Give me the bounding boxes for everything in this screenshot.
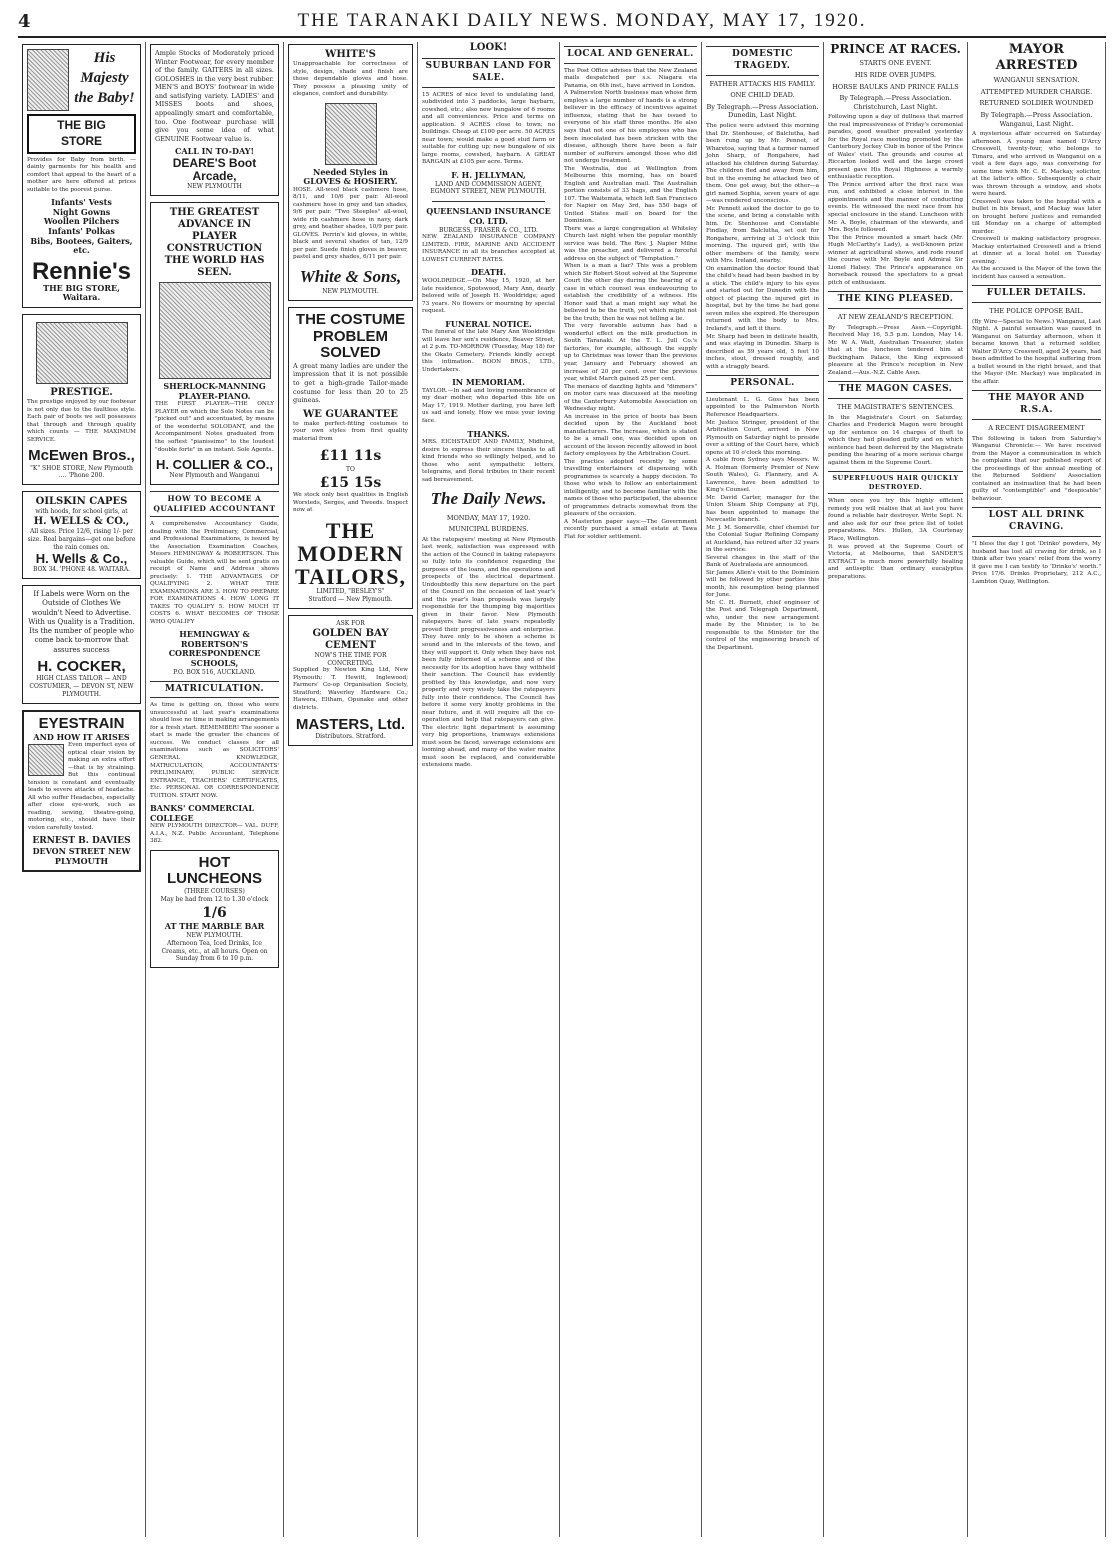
magon-text: In the Magistrate's Court on Saturday, Charles and Frederick Magon were brought up for sentence on 14 charges of theft to which they had pleaded guilty and on which sentence had been deferred by the Magistrate pending the hearing of a more serious charge against them in the Supreme Court. xyxy=(828,414,965,466)
eyestrain-sub: AND HOW IT ARISES xyxy=(33,731,130,742)
king-text: By Telegraph.—Press Assn.—Copyright. Received May 16, 5.5 p.m. London, May 14. Mr. W. A. Watt, Australian Treasurer, states that at the luncheon tendered him at Buckingham Palace, the King expressed pleasure at the Prince's reception in New Zealand.—Aus.-N.Z. Cable Assn. xyxy=(828,324,965,376)
white-ad xyxy=(288,44,413,301)
deare-ad xyxy=(150,44,279,196)
luncheon-ad xyxy=(150,850,279,969)
jellyman-addr: LAND AND COMMISSION AGENT, EGMONT STREET, NEW PLYMOUTH. xyxy=(430,180,547,196)
column-4 xyxy=(418,42,560,1537)
column-1 xyxy=(18,42,146,1537)
memoriam-text: TAYLOR.—In sad and loving remembrance of my dear mother, who departed this life on May 17, 1919. Mother darling, you have left us sad and lonely, How we miss your loving face. xyxy=(422,387,557,424)
cement-text: Supplied by Newton King Ltd, New Plymouth; T. Hewitt, Inglewood; Farmers' Co-op Organisation Society, Stratford; Waverley Hardware Co.; Hawera, Eltham, Opunake and other districts. xyxy=(293,667,410,711)
daily-news-masthead: The Daily News. xyxy=(430,489,547,509)
cement-ad xyxy=(288,615,413,746)
big-store-logo: THE BIG STORE xyxy=(27,114,136,154)
masters-name: MASTERS, Ltd. xyxy=(295,715,406,733)
price-upper: £15 15s xyxy=(319,474,382,491)
mayor-sub2: ATTEMPTED MURDER CHARGE. xyxy=(980,87,1093,96)
price-to: TO xyxy=(346,465,355,473)
cement-sub: NOW'S THE TIME FOR CONCRETING. xyxy=(314,651,387,667)
masters-sub: Distributors. Stratford. xyxy=(315,733,386,740)
luncheon-price: 1/6 xyxy=(202,904,227,921)
queensland-insurance: QUEENSLAND INSURANCE CO. LTD. xyxy=(426,206,551,226)
personal-head: PERSONAL. xyxy=(706,375,819,393)
modern-tailors-ad xyxy=(288,307,413,608)
white-sub: Needed Styles in GLOVES & HOSIERY. xyxy=(303,166,398,187)
matric-text: As time is getting on, those who were unsuccessful at last year's examinations should lose no time in making arrangements for a fresh start. REMEMBER! The sooner a start is made the greater the chances of success. We conduct classes for all examinations such as SOLICITORS' GENERAL KNOWLEDGE, MATRICULATION, ACCOUNTANTS' PRELIMINARY, PUBLIC SERVICE ENTRANCE, TEACHERS' CERTIFICATES, Etc. PERSONAL OR CORRESPONDENCE TUITION. START NOW. xyxy=(150,702,281,799)
magon-head: THE MAGON CASES. xyxy=(828,381,963,399)
hair-head: SUPERFLUOUS HAIR QUICKLY DESTROYED. xyxy=(828,471,963,494)
column-8 xyxy=(968,42,1106,1537)
prince-byline: By Telegraph.—Press Association. Christchurch, Last Night. xyxy=(839,94,952,111)
tragedy-byline: By Telegraph.—Press Association. Dunedin, Last Night. xyxy=(706,102,819,120)
page-number: 4 xyxy=(18,10,31,32)
cocker-name: H. COCKER, xyxy=(37,657,126,675)
rennie-sub: THE BIG STORE, Waitara. xyxy=(43,282,120,303)
personal-text: Lieutenant L. G. Goss has been appointed to the Palmerston North Reference Headquarters. Mr. Justice Stringer, president of the Arbitration Court, arrived in New Plymouth on Saturday night to preside over a sitting of the Court here, which opens at 10 o'clock this morning. A cable from Sydney says Messrs. W. A. Holman (formerly Premier of New South Wales), G. Flannery, and A. Lawrence, have been admitted to King's Counsel. Mr. David Carter, manager for the Union Steam Ship Company at Fiji, has been appointed to manage the Newcastle branch. Mr. J. M. Somerville, chief chemist for the Colonial Sugar Refining Company at Auckland, has retired after 32 years in the service. Several changes in the staff of the Bank of Australasia are announced. Sir James Allen's visit to the Dominion will be followed by other parties this month, his resumption being planned for June. Mr. C. H. Burnett, chief engineer of the Post and Telegraph Department, who, under the new arrangement made by the Minister, is to be responsible to the Minister for the control of the engineering branch of the Department. xyxy=(706,396,819,651)
editorial-date: MONDAY, MAY 17, 1920. xyxy=(446,513,531,522)
land-text: 15 ACRES of nice level to undulating land, subdivided into 3 paddocks, large haybarn, cowshed, etc.; also new bungalow of 6 rooms and all conveniences. Price and terms on application. 9 ACRES close to town; no buildings. Cheap at £100 per acre. 50 ACRES near town; would make a good stud farm or suitable for cutting up; new bungalow of six large rooms, cowshed, haybarn. A GREAT BARGAIN at £105 per acre. Terms. xyxy=(422,91,557,166)
mcewen-name: McEwen Bros., xyxy=(28,447,135,465)
white-text: Unapproachable for correctness of style, design, shade and finish are those dependable gloves and hose. They possess a pleasing unity of elegance, comfort and durability. xyxy=(293,61,410,98)
tragedy-text: The police were advised this morning that Dr. Stenhouse, of Balclutha, had been rung up by Mr. Pennet, of Wharetoa, saying that a farmer named John Sharp, of Rongahere, had attacked his children during Saturday. The children fled and away from him, but in the evening he attacked two of them. One got away, but the other—a girl named Sophia, seven years of age—was rendered unconscious. Mr. Pennett asked the doctor to go to the scene, and bring a constable with him. Dr. Stenhouse and Constable Findlay, from Balclutha, set out for Rongahere, arriving at 3 o'clock this morning. The injured girl, with the other members of the family, were with Mrs. Ireland, nearby. On examination the doctor found that the child's head had been bashed in by a stick. The child's injury to his eyes and started out for Dunedin with the object of placing the injured girl in hospital, but by the time he had gone seven miles she expired. He thereupon returned with the body to Mrs. Ireland's, and left it there. Mr. Sharp had been in delicate health, and was staying in Dunedin. Sharp is described as 59 years old, 5 feet 10 inches, stout, dressed roughly, and with a straggly beard. xyxy=(706,123,819,370)
collier-title: THE GREATEST ADVANCE IN PLAYER CONSTRUCTION THE WORLD HAS SEEN. xyxy=(164,207,265,279)
wells-text: with hoods, for school girls, at xyxy=(35,508,128,516)
davies-name: ERNEST B. DAVIES xyxy=(32,836,131,847)
banks-college: BANKS' COMMERCIAL COLLEGE xyxy=(150,803,254,823)
rsa-sub: A RECENT DISAGREEMENT xyxy=(988,424,1085,433)
look-head: LOOK! xyxy=(469,42,508,53)
mcewen-tag: PRESTIGE. xyxy=(50,386,113,398)
mayor-sub1: WANGANUI SENSATION. xyxy=(993,76,1080,85)
collier-piano: SHERLOCK-MANNING PLAYER-PIANO. xyxy=(163,381,266,401)
deare-name: DEARE'S Boot Arcade, xyxy=(172,155,257,184)
luncheon-sub: (THREE COURSES) xyxy=(184,887,245,895)
mcewen-text: The prestige enjoyed by our footwear is not only due to the faultless style. Each pair of boots we sell possesses that through and through quality which counts — THE MAXIMUM SERVICE. xyxy=(27,398,138,443)
acct-title: HOW TO BECOME A QUALIFIED ACCOUNTANT xyxy=(150,491,279,517)
modern-tailors-name: THE MODERN TAILORS, xyxy=(295,517,406,589)
guarantee-text: to make perfect-fitting costumes to your own styles from first quality material from xyxy=(293,420,410,442)
jellyman-name: F. H. JELLYMAN, xyxy=(451,169,526,180)
rsa-head: THE MAYOR AND R.S.A. xyxy=(972,390,1101,420)
white-head: WHITE'S xyxy=(325,49,376,60)
item-3: Infants' Polkas xyxy=(48,226,115,237)
hair-text: When once you try this highly efficient remedy you will realise that at last you have found a reliable hair destroyer. Write Sept. N. and also ask for our free price list of toilet preparations. Mrs. Hullen, 3A Courtenay Place, Wellington. It was proved at the Supreme Court of Victoria, at Melbourne, that SANDER'S EXTRACT is much more powerfully healing and antiseptic than ordinary eucalyptus preparations. xyxy=(828,498,963,580)
baby-illustration xyxy=(27,49,69,111)
guarantee: WE GUARANTEE xyxy=(303,408,398,420)
eyestrain-ad xyxy=(22,710,141,872)
banks-director: NEW PLYMOUTH DIRECTOR— VAL. DUFF, A.I.A., N.Z. Public Accountant, Telephone 382. xyxy=(150,823,281,845)
mcewen-ad xyxy=(22,314,141,485)
baby-title: His Majesty the Baby! xyxy=(74,50,135,106)
mayor-head: MAYOR ARRESTED xyxy=(995,42,1078,73)
suburban-head: SUBURBAN LAND FOR SALE. xyxy=(422,58,555,88)
local-general-text: The Post Office advises that the New Zealand mails despatched per s.s. Niagara via Panama, on 6th inst., have arrived in London. A Palmerston North business man whose firm employs a large number of hands is a strong believer in the efficacy of incentives against influenza, stating that he has issued to everyone of his staff three months. He also says that not one of his employees who has been inoculated has been stricken with the disease, although there have been a fair number of sufferers amongst those who did not undergo treatment. The Westralia, due at Wellington from Melbourne this morning, has on board English and Australian mail. The Australian portion consists of 33 bags, and the English 107. The Waitemata, which left San Francisco for Napier on May 3rd, has 550 bags of United States mail on board for the Dominion. There was a large congregation at Whiteley Church last night when the popular monthly service was held. The Rev. J. Napier Milne was the preacher, and delivered a forceful address on the subject of "Temptation." When is a man a liar? This was a problem which Sir Robert Stout solved at the Supreme Court the other day during the hearing of a case in which counsel was endeavouring to establish the credibility of a witness. His Honor said that a man might say what he believed to be the truth, yet which might not be the truth; then he was not telling a lie. The very favorable autumn has had a wonderful effect on the milk production in South Taranaki. At the T. L. Jull Co.'s factories, for example, although the supply up to Christmas was lower than the previous year, January and February showed an increase of 20 per cent. over the previous year, whilst March gained 25 per cent. The menace of dazzling lights and "dimmers" on motor cars was discussed at the meeting of the Canterbury Automobile Association on Wednesday night. An increase in the price of boots has been decided upon by the Auckland boot manufacturers. The increase, which is stated to be a small one, was decided upon on account of the lesson recently allowed in boot factory employees by the Arbitration Court. The practice adopted recently by some travelling entertainers of dispensing with programmes is scarcely a happy decision. To those who wish to follow an entertainment intelligently, and to become familiar with the names of those who participated, the absence of programmes detracts somewhat from the pleasure of the occasion. A Masterton paper says:—The Government recently purchased a small estate at Tawa Flat for soldier settlement. xyxy=(564,67,697,540)
piano-illustration xyxy=(159,282,271,379)
rennie-logo: Rennie's xyxy=(31,257,132,285)
wells-big: H. Wells & Co., xyxy=(35,551,128,567)
deare-addr: NEW PLYMOUTH xyxy=(187,183,242,191)
editorial-text: At the ratepayers' meeting at New Plymouth last week, satisfaction was expressed with the action of the Council in taking ratepayers so fully into its confidence regarding the purposes of the loans, and the operations and prospects of the electrical department. Undoubtedly this new departure on the part of the Council on the occasion of last year's and this year's loan proposals was largely responsible for the thumping big majorities given in their favor. New Plymouth ratepayers have of late years repeatedly proved their progressiveness and enterprise. They have only to be shown a scheme is sound and in the interests of the town, and they will support it. Only when they have not been fully informed of a scheme and of the necessity for its adoption have they withheld their sanction. The Council has evidently profited by this knowledge, and now very properly and very wisely take the ratepayers fully into their confidence. The Council has before it some very knotty problems in the near future, and it will require all the co-operation and help that ratepayers can give. The electric light department is assuming very big proportions, tramways extensions must soon be faced, sewerage extensions are looming ahead, and many of the water mains must soon be replaced, and considerable extensions made. xyxy=(422,536,557,769)
item-0: Infants' Vests xyxy=(51,197,112,208)
tragedy-sub2: ONE CHILD DEAD. xyxy=(730,91,795,100)
price-from: £11 11s xyxy=(319,448,382,465)
king-sub: AT NEW ZEALAND'S RECEPTION. xyxy=(837,313,954,322)
king-head: THE KING PLEASED. xyxy=(828,291,963,309)
divider xyxy=(432,201,545,202)
fuller-text: (By Wire—Special to News.) Wanganui, Last Night. A painful sensation was caused in Wanganui on Saturday afternoon, when it became known that a returned soldier, Walter D'Arcy Cresswell, aged 24 years, had been admitted to the hospital suffering from a bullet wound in the right breast, and that the Mayor (Mr. Mackay) was implicated in the affair. xyxy=(972,318,1103,385)
editorial-head: MUNICIPAL BURDENS. xyxy=(448,525,529,534)
memoriam-head: IN MEMORIAM. xyxy=(452,377,525,388)
eye-illustration xyxy=(28,744,64,776)
modern-addr: Stratford — New Plymouth. xyxy=(308,595,393,603)
deare-call: CALL IN TO-DAY! xyxy=(175,146,254,157)
prince-text: Following upon a day of dullness that marred the real impressiveness of Friday's ceremonial parades, good weather prevailed yesterday for the Royal race meeting promoted by the Canterbury Jockey Club in honor of the Prince of Wales' visit. The grounds and course at Riccarton looked well and the large crowd present gave His Royal Highness a warmly enthusiastic reception. The Prince arrived after the first race was run, and exhibited a close interest in the appointments and the manner of conducting events. He witnessed the next race from his special enclosure in the stand. Luncheon with Mr. A. Boyle, chairman of the stewards, and Mrs. Boyle followed. The the Prince mounted a smart hack (Mr. Hugh McCarthy's Lady), a well-known prize winner at agricultural shows, and rode round the course with Mr. Boyle and Admiral Sir Lionel Halsey. The Prince's appearance on horseback roused the spectators to a great pitch of enthusiasm. xyxy=(828,114,963,286)
deare-text: Ample Stocks of Moderately priced Winter Footwear, for every member of the family. GAITERS in all sizes. GOLOSHES in the very best rubber. MEN'S and BOYS' footwear in wide and satisfying variety. LADIES' and MISSES boots and shoes, appealingly smart and comfortable, too. One footwear purchase will give you some idea of what GENUINE Footwear value is. xyxy=(155,49,277,143)
column-2 xyxy=(146,42,284,1537)
luncheon-addr: NEW PLYMOUTH. xyxy=(186,931,243,939)
cocker-text: If Labels were Worn on the Outside of Clothes We wouldn't Need to Advertise. With us Quality is a Tradition. Its the number of people who come back to-morrow that assures success xyxy=(28,590,137,654)
column-5 xyxy=(560,42,702,1537)
white-name: White & Sons, xyxy=(299,266,402,286)
item-2: Woollen Pilchers xyxy=(43,216,120,227)
costume-text: A great many ladies are under the impression that it is not possible to get a high-grade Tailor-made costume for less than 20 to 25 guineas. xyxy=(293,361,411,405)
stock-text: We stock only best qualities in English Worsteds, Serges, and Tweeds. Inspect now at xyxy=(293,492,410,514)
prince-head: PRINCE AT RACES. xyxy=(830,42,961,56)
acct-addr: P.O. BOX 516, AUCKLAND. xyxy=(173,668,256,676)
burgess-name: BURGESS, FRASER & CO., LTD. xyxy=(439,226,538,234)
wells-name: H. WELLS & CO., xyxy=(33,516,130,528)
white-addr: NEW PLYMOUTH. xyxy=(322,288,379,296)
death-head: DEATH. xyxy=(470,267,507,278)
mayor-sub3: RETURNED SOLDIER WOUNDED xyxy=(979,99,1094,108)
white-list: HOSE. All-wool black cashmere hose, 8/11, and 10/6 per pair. All-wool cashmere hose in grey and tan shades, 9/6 per pair. "Two Steeples" all-wool, wide rib cashmere hose in navy, dark grey, and heather shades, 10/9 per pair. GLOVES. Perrin's kid gloves, in white, black and several shades of tan, 12/9 per pair. Suede finish gloves in beaver, pastel and grey shades, 6/11 per pair. xyxy=(293,186,410,261)
prince-sub1: STARTS ONE EVENT. xyxy=(859,59,932,68)
magon-sub: THE MAGISTRATE'S SENTENCES. xyxy=(837,403,954,412)
mayor-text: A mysterious affair occurred on Saturday afternoon. A young man named D'Arcy Cresswell, twenty-four, who belongs to Timaru, and who arrived in Wanganui on a visit a few days ago, was conversing for some time with Mr. C. E. Mackay, solicitor, at the latter's office. Subsequently a chair was thrown through a window, and shots were heard. Cresswell was taken to the hospital with a bullet in his breast, and Mackay was later on brought before justices and remanded till Monday on a charge of attempted murder. Cresswell is making satisfactory progress. Mackay entertained Cresswell and a friend at dinner at a local hotel on Tuesday evening. As the accused is the Mayor of the town the incident has caused a sensation. xyxy=(972,131,1101,280)
cement-head: ASK FOR xyxy=(336,619,365,627)
mayor-byline: By Telegraph.—Press Association. Wanganui, Last Night. xyxy=(980,110,1093,128)
acct-school: HEMINGWAY & ROBERTSON'S CORRESPONDENCE SCHOOLS, xyxy=(168,629,261,669)
masthead xyxy=(18,6,1106,38)
boot-illustration xyxy=(36,322,128,384)
lost-head: LOST ALL DRINK CRAVING. xyxy=(972,507,1101,537)
matric-title: MATRICULATION. xyxy=(150,681,279,699)
wells-head: OILSKIN CAPES xyxy=(35,496,128,508)
gloves-illustration xyxy=(325,103,377,165)
fuller-head: FULLER DETAILS. xyxy=(972,285,1101,303)
wells-addr: BOX 34. 'PHONE 48. WAITARA. xyxy=(32,566,131,574)
rsa-text: The following is taken from Saturday's Wanganui Chronicle:— We have received from the Mayor a communication in which he complains that our published report of the proceedings of the annual meeting of the Returned Soldiers' Association contained an insinuation that he had been guilty of "contemptible" and "despicable" behaviour. xyxy=(972,435,1103,502)
death-text: WOOLDRIDGE.—On May 15, 1920, at her late residence, Spotswood, Mary Ann, dearly beloved wife of Joseph H. Wooldridge; aged 73 years. No flowers or mourning by special request. xyxy=(422,278,557,315)
column-7 xyxy=(824,42,968,1537)
eyestrain-text: Even imperfect eyes of optical clear vision by making an extra effort—that is by straining. But this continual tension is constant and eventually leads to severe attacks of headache. All who suffer Headaches, especially after close eye-work, such as reading, sewing, theatre-going, motoring, etc., should have their vision carefully tested. xyxy=(28,742,137,831)
luncheon-text: May be had from 12 to 1.30 o'clock xyxy=(160,895,269,903)
cocker-addr: HIGH CLASS TAILOR — AND COSTUMIER, — DEVON ST, NEW PLYMOUTH. xyxy=(29,675,134,699)
davies-addr: DEVON STREET NEW PLYMOUTH xyxy=(32,846,131,866)
cement-title: GOLDEN BAY CEMENT xyxy=(312,627,389,651)
item-4: Bibs, Bootees, Gaiters, etc. xyxy=(30,235,133,256)
fuller-sub: THE POLICE OPPOSE BAIL. xyxy=(989,307,1084,316)
tragedy-head: DOMESTIC TRAGEDY. xyxy=(706,46,819,76)
collier-name: H. COLLIER & CO., xyxy=(156,457,273,473)
cocker-ad xyxy=(22,585,141,704)
collier-addr: New Plymouth and Wanganui xyxy=(169,472,260,480)
prince-sub3: HORSE BAULKS AND PRINCE FALLS xyxy=(832,82,959,91)
mcewen-addr: "K" SHOE STORE, New Plymouth .... 'Phone 200. xyxy=(30,464,133,480)
thanks-text: MRS. EICHSTAEDT AND FAMILY, Midhirst, desire to express their sincere thanks to all kind friends who so willingly helped, and to those who sent sympathetic letters, telegrams, and floral tributes in their recent sad bereavement. xyxy=(422,439,557,483)
lost-text: "I bless the day I got 'Drinko' powders, My husband has lost all craving for drink, so I think after two years' relief from the worry it gave me I can testify to 'Drinko's' worth." Price 17/6. Drinko Proprietary, 212 A.C., Lambton Quay, Wellington. xyxy=(972,541,1103,585)
costume-head: THE COSTUME PROBLEM SOLVED xyxy=(295,311,406,362)
column-6 xyxy=(702,42,824,1537)
wells-sizes: All sizes. Price 12/6, rising 1/- per size. Real bargains—get one before the rain comes on. xyxy=(27,528,136,552)
nz-insurance: NEW ZEALAND INSURANCE COMPANY LIMITED. FIRE, MARINE AND ACCIDENT INSURANCE in all its branches accepted at LOWEST CURRENT RATES. xyxy=(422,234,557,263)
modern-ltd: LIMITED, "BESLEY'S" xyxy=(316,587,385,595)
item-1: Night Gowns xyxy=(52,206,111,217)
prince-sub2: HIS RIDE OVER JUMPS. xyxy=(854,70,937,79)
collier-ad xyxy=(150,202,279,485)
thanks-head: THANKS. xyxy=(467,428,510,439)
eyestrain-title: EYESTRAIN xyxy=(38,715,125,733)
collier-text: THE FIRST PLAYER—THE ONLY PLAYER on which the Solo Notes can be "picked out" and accentuated, by means of the wonderful SOLODANT, and the Accompaniment Notes graduated from the softest "pianissimo" to the loudest "double forte" in an instant. Sole Agents. xyxy=(155,401,276,453)
column-3 xyxy=(284,42,418,1537)
big-store-ad xyxy=(22,44,141,308)
wells-ad xyxy=(22,491,141,579)
luncheon-foot: Afternoon Tea, Iced Drinks, Ice Creams, etc., at all hours. Open on Sunday from 6 to 10 p.m. xyxy=(161,939,268,963)
funeral-head: FUNERAL NOTICE. xyxy=(445,318,532,329)
tragedy-sub1: FATHER ATTACKS HIS FAMILY. xyxy=(709,79,816,88)
luncheon-title: HOT LUNCHEONS xyxy=(166,853,262,888)
luncheon-place: AT THE MARBLE BAR xyxy=(164,921,265,932)
local-general-head: LOCAL AND GENERAL. xyxy=(564,46,697,64)
acct-text: A comprehensive Accountancy Guide, dealing with the Preliminary, Commercial, and Professional Examinations, is issued by the Association Examination Coaches, Messrs HEMINGWAY & ROBERTSON. This valuable Guide, which will be sent gratis on receipt of Name and Address shows precisely: 1. THE ADVANTAGES OF QUALIFYING 2. WHAT THE EXAMINATIONS ARE 3. HOW TO PREPARE FOR EXAMINATIONS 4. HOW LONG IT TAKES TO QUALIFY 5. HOW MUCH IT COSTS 6. WHAT BECOMES OF THOSE WHO QUALIFY xyxy=(150,521,281,625)
funeral-text: The funeral of the late Mary Ann Wooldridge will leave her son's residence, Beaver Street, at 2 p.m. TO-MORROW (Tuesday, May 18) for the Okato Cemetery. Friends kindly accept this intimation. BOON BROS., LTD., Undertakers. xyxy=(422,329,557,373)
baby-text: Provides for Baby from birth. — dainty garments for his health and comfort that appeal to the heart of a mother are here offered at prices suitable to the poorest purse. xyxy=(27,156,138,193)
newspaper-title: THE TARANAKI DAILY NEWS. MONDAY, MAY 17, 1920. xyxy=(297,10,867,31)
